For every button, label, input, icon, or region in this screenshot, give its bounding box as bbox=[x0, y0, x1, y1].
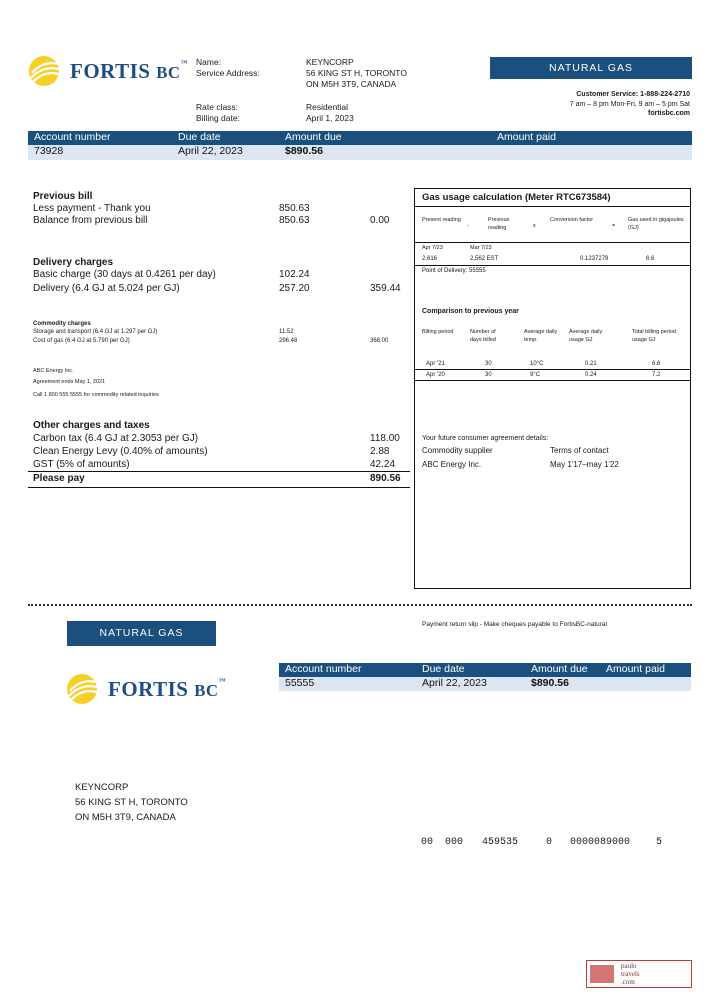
slip-brand-name: FORTIS BC™ bbox=[108, 676, 227, 701]
slip-bar-values bbox=[279, 677, 691, 691]
comp-col-avg-usage: Average daily usage GJ bbox=[569, 329, 603, 343]
slip-account-number: 55555 bbox=[285, 677, 315, 689]
supplier-line1: ABC Energy Inc. bbox=[33, 368, 74, 374]
gas-used-gj: 6.6 bbox=[646, 256, 655, 262]
comp-row1-temp: 10°C bbox=[530, 361, 544, 367]
slip-address: KEYNCORP 56 KING ST H, TORONTO ON M5H 3T9, CANADA bbox=[75, 782, 188, 823]
slip-note: Payment return slip - Make cheques payable to FortisBC-natural bbox=[422, 621, 607, 628]
gst-label: GST (5% of amounts) bbox=[33, 459, 130, 470]
previous-reading: 2,562 EST bbox=[470, 256, 499, 262]
less-payment-label: Less payment - Thank you bbox=[33, 203, 151, 214]
please-pay-value: 890.56 bbox=[370, 473, 401, 484]
account-bar-values bbox=[28, 145, 692, 160]
slip-natural-gas-banner: NATURAL GAS bbox=[67, 621, 216, 646]
comp-row2-avg: 0.24 bbox=[585, 372, 597, 378]
comp-row1-period: Apr '21 bbox=[426, 361, 445, 367]
comparison-title: Comparison to previous year bbox=[422, 308, 519, 315]
slip-due-date: April 22, 2023 bbox=[422, 677, 487, 689]
usage-row-divider bbox=[414, 265, 691, 266]
comp-row1-days: 30 bbox=[485, 361, 492, 367]
brand-name: FORTIS BC™ bbox=[70, 58, 189, 83]
delivery-value: 257.20 bbox=[279, 283, 310, 294]
agreement-supplier-value: ABC Energy Inc. bbox=[422, 460, 482, 469]
commodity-heading: Commodity charges bbox=[33, 321, 91, 327]
billing-date: April 1, 2023 bbox=[306, 113, 354, 123]
previous-date: Mar 7/23 bbox=[470, 245, 492, 251]
slip-fortis-logo bbox=[66, 673, 226, 705]
flame-swirl-icon bbox=[28, 55, 64, 87]
please-pay-label: Please pay bbox=[33, 473, 85, 484]
cost-label: Cost of gas (6.4 GJ at 5.790 per GJ) bbox=[33, 338, 130, 344]
rate-class: Residential bbox=[306, 102, 349, 112]
rate-info bbox=[306, 102, 354, 124]
balance-total: 0.00 bbox=[370, 215, 390, 226]
comp-col-billing: Billing period bbox=[422, 329, 454, 335]
comparison-divider1 bbox=[414, 369, 691, 370]
comp-row2-period: Apr '20 bbox=[426, 372, 445, 378]
less-payment-value: 850.63 bbox=[279, 203, 310, 214]
supplier-line2: Agreement ends May 1, 2021 bbox=[33, 379, 106, 385]
gas-usage-title: Gas usage calculation (Meter RTC673584) bbox=[422, 192, 611, 203]
customer-name: KEYNCORP bbox=[306, 57, 354, 67]
balance-label: Balance from previous bill bbox=[33, 215, 148, 226]
usage-title-divider bbox=[414, 206, 691, 207]
slip-bar-header: Account number Due date Amount due Amount paid bbox=[279, 663, 691, 677]
usage-box bbox=[414, 188, 691, 589]
conversion-factor: 0.1237279 bbox=[580, 256, 609, 262]
account-bar-header: Account number Due date Amount due Amount paid bbox=[28, 131, 692, 145]
fortis-logo bbox=[28, 55, 188, 87]
due-date: April 22, 2023 bbox=[178, 145, 243, 157]
tear-line bbox=[28, 604, 692, 606]
supplier-line3: Call 1 800 555 5555 for commodity related inquiries bbox=[33, 392, 159, 398]
basic-charge-value: 102.24 bbox=[279, 269, 310, 280]
comp-col-temp: Average daily temp. bbox=[524, 329, 558, 343]
watermark-stamp bbox=[586, 960, 692, 988]
address-line1: 56 KING ST H, TORONTO bbox=[306, 68, 407, 78]
account-number: 73928 bbox=[34, 145, 64, 157]
amount-due: $890.56 bbox=[285, 145, 323, 157]
taxes-heading: Other charges and taxes bbox=[33, 420, 150, 431]
flame-swirl-icon bbox=[66, 673, 102, 705]
comp-row1-total: 6.6 bbox=[652, 361, 661, 367]
carbon-tax-label: Carbon tax (6.4 GJ at 2.3053 per GJ) bbox=[33, 433, 199, 444]
comp-row2-days: 30 bbox=[485, 372, 492, 378]
present-reading: 2,616 bbox=[422, 256, 438, 262]
carbon-tax-value: 118.00 bbox=[370, 433, 400, 444]
levy-value: 2.88 bbox=[370, 446, 390, 457]
delivery-label: Delivery (6.4 GJ at 5.024 per GJ) bbox=[33, 283, 180, 294]
agreement-intro: Your future consumer agreement details: bbox=[422, 435, 549, 442]
usage-col-conversion: Conversion factor bbox=[550, 217, 594, 223]
delivery-heading: Delivery charges bbox=[33, 257, 114, 268]
slip-amount-due: $890.56 bbox=[531, 677, 569, 689]
watermark-text: paulo travels .com bbox=[621, 962, 640, 986]
agreement-terms-label: Terms of contact bbox=[550, 446, 609, 455]
previous-bill-heading: Previous bill bbox=[33, 191, 93, 202]
agreement-terms-value: May 1'17–may 1'22 bbox=[550, 460, 619, 469]
bottom-divider bbox=[28, 487, 410, 488]
natural-gas-banner: NATURAL GAS bbox=[490, 57, 692, 79]
rate-labels: Rate class: Billing date: bbox=[196, 102, 240, 123]
comp-row1-avg: 0.21 bbox=[585, 361, 597, 367]
commodity-total: 368.00 bbox=[370, 338, 389, 344]
usage-header-divider bbox=[414, 242, 691, 243]
comp-row2-total: 7.2 bbox=[652, 372, 661, 378]
basic-charge-label: Basic charge (30 days at 0.4261 per day) bbox=[33, 269, 216, 280]
usage-col-previous: Previous reading bbox=[488, 217, 510, 231]
delivery-total: 359.44 bbox=[370, 283, 401, 294]
comparison-divider2 bbox=[414, 380, 691, 381]
watermark-flag-icon bbox=[590, 965, 614, 983]
address-line2: ON M5H 3T9, CANADA bbox=[306, 79, 397, 89]
storage-value: 11.52 bbox=[279, 329, 294, 335]
cost-value: 296.48 bbox=[279, 338, 298, 344]
comp-col-days: Number of days billed bbox=[470, 329, 496, 343]
present-date: Apr 7/23 bbox=[422, 245, 443, 251]
levy-label: Clean Energy Levy (0.40% of amounts) bbox=[33, 446, 208, 457]
balance-value: 850.63 bbox=[279, 215, 310, 226]
usage-col-gj: Gas used in gigajoules (GJ) bbox=[628, 217, 684, 231]
comp-col-total-usage: Total billing period usage GJ bbox=[632, 329, 677, 343]
customer-service: Customer Service: 1-888-224-2710 7 am – 8 pm Mon-Fri, 9 am – 5 pm Sat fortisbc.com bbox=[569, 91, 690, 117]
point-of-delivery: Point of Delivery: 55555 bbox=[422, 268, 486, 274]
customer-info bbox=[306, 57, 407, 90]
usage-col-present: Present reading bbox=[422, 217, 461, 223]
storage-label: Storage and transport (6.4 GJ at 1.297 per GJ) bbox=[33, 329, 158, 335]
total-divider bbox=[28, 471, 410, 472]
comp-row2-temp: 9°C bbox=[530, 372, 541, 378]
customer-labels: Name: Service Address: bbox=[196, 57, 260, 78]
gst-value: 42.24 bbox=[370, 459, 396, 470]
agreement-supplier-label: Commodity supplier bbox=[422, 446, 493, 455]
